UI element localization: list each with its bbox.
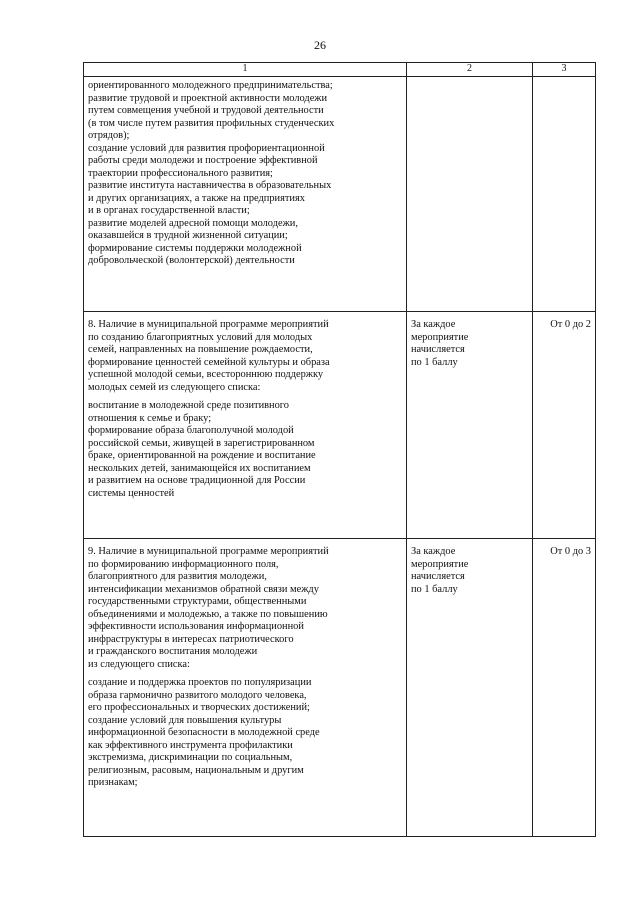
criterion-text-line: успешной молодой семьи, всестороннюю поддержку [88,369,324,380]
criterion-text-line: по формированию информационного поля, [88,558,279,570]
criterion-text-line: его профессиональных и творческих достижений; [88,702,310,713]
criterion-description-cell [84,77,407,312]
criterion-text-line: объединениями и молодежью, а также по повышению [88,608,328,620]
table-row [84,77,596,312]
criterion-text-line: добровольческой (волонтерской) деятельности [88,255,295,266]
criterion-text-line: из следующего списка: [88,658,190,670]
criterion-text-line: отрядов); [88,130,130,141]
criterion-text-line: формирование ценностей семейной культуры и образа [88,356,330,368]
scoring-rule-line: За каждое [411,319,456,330]
criterion-text-line: создание условий для повышения культуры [88,714,282,726]
criterion-text-line: отношения к семье и браку; [88,412,212,424]
criterion-text-line: воспитание в молодежной среде позитивного [88,400,290,411]
table-row [84,312,596,539]
scoring-rule-line: мероприятие [411,558,469,570]
criterion-text-line: информационной безопасности в молодежной среде [88,727,320,738]
criterion-text-line: оказавшейся в трудной жизненной ситуации; [88,230,288,241]
score-range-cell [533,77,596,312]
criterion-text-line: интенсификации механизмов обратной связи между [88,583,319,595]
criterion-paragraph [88,400,402,500]
criterion-text-line: и в органах государственной власти; [88,205,250,216]
criterion-text-line: и гражданского воспитания молодежи [88,646,258,657]
criterion-text-line: работы среди молодежи и построение эффективной [88,155,318,166]
criterion-text-line: создание условий для развития профориентационной [88,142,325,154]
criterion-text-line: нескольких детей, занимающейся их воспитанием [88,462,311,474]
scoring-rule-line: начисляется [411,344,465,355]
scoring-rule-line: начисляется [411,571,465,582]
criterion-text-line: по созданию благоприятных условий для молодых [88,331,313,343]
criterion-text-line: семей, направленных на повышение рождаемости, [88,344,313,355]
scoring-rule-cell [407,539,533,837]
criterion-text-line: 9. Наличие в муниципальной программе мероприятий [88,546,329,557]
criterion-paragraph [88,319,402,394]
criterion-text-line: развитие трудовой и проектной активности молодежи [88,92,328,104]
column-header-1: 1 [84,63,407,77]
table-header-row [84,63,596,77]
scoring-rule-cell [407,312,533,539]
criterion-text-line: развитие моделей адресной помощи молодежи, [88,217,298,229]
score-range-value: От 0 до 3 [550,546,591,557]
criterion-text-line: формирование образа благополучной молодой [88,425,294,436]
criterion-text-line: как эффективного инструмента профилактики [88,739,293,751]
criterion-paragraph [88,546,402,671]
column-header-2: 2 [407,63,533,77]
criterion-text-line: ориентированного молодежного предпринимательства; [88,80,333,91]
criterion-text-line: образа гармонично развитого молодого человека, [88,689,307,701]
criterion-paragraph [88,677,402,790]
scoring-rule-line: мероприятие [411,331,469,343]
criterion-text-line: браке, ориентированной на рождение и воспитание [88,450,316,461]
criterion-text-line: создание и поддержка проектов по популяризации [88,677,312,688]
scoring-rule-line: За каждое [411,546,456,557]
criterion-text-line: религиозным, расовым, национальным и другим [88,764,304,776]
criterion-text-line: (в том числе путем развития профильных студенческих [88,117,335,129]
scoring-rule-line: по 1 баллу [411,356,458,368]
criterion-text-line: молодых семей из следующего списка: [88,381,261,393]
criterion-text-line: инфраструктуры в интересах патриотического [88,633,294,645]
page-number: 26 [314,38,326,52]
criterion-text-line: 8. Наличие в муниципальной программе мероприятий [88,319,329,330]
criterion-text-line: развитие института наставничества в образовательных [88,180,332,191]
criterion-text-line: системы ценностей [88,487,175,499]
criterion-text-line: и других организациях, а также на предприятиях [88,192,305,204]
score-range-value: От 0 до 2 [550,319,591,330]
scoring-rule-cell [407,77,533,312]
scoring-rule-line: по 1 баллу [411,583,458,595]
criterion-description-cell [84,539,407,837]
criteria-table [83,62,596,837]
criterion-paragraph [88,80,402,268]
criterion-text-line: благоприятного для развития молодежи, [88,571,267,582]
criterion-text-line: признакам; [88,777,138,788]
criterion-text-line: российской семьи, живущей в зарегистрированном [88,437,315,449]
criterion-text-line: эффективности использования информационной [88,621,304,632]
table-row [84,539,596,837]
column-header-3: 3 [533,63,596,77]
criterion-text-line: и развитием на основе традиционной для России [88,475,306,486]
criterion-description-cell [84,312,407,539]
criterion-text-line: траектории профессионального развития; [88,167,273,179]
score-range-cell [533,312,596,539]
score-range-cell [533,539,596,837]
criterion-text-line: экстремизма, дискриминации по социальным, [88,752,293,763]
criterion-text-line: формирование системы поддержки молодежной [88,242,302,254]
criterion-text-line: государственными структурами, общественными [88,596,307,607]
table-body [84,77,596,837]
criterion-text-line: путем совмещения учебной и трудовой деятельности [88,105,324,116]
